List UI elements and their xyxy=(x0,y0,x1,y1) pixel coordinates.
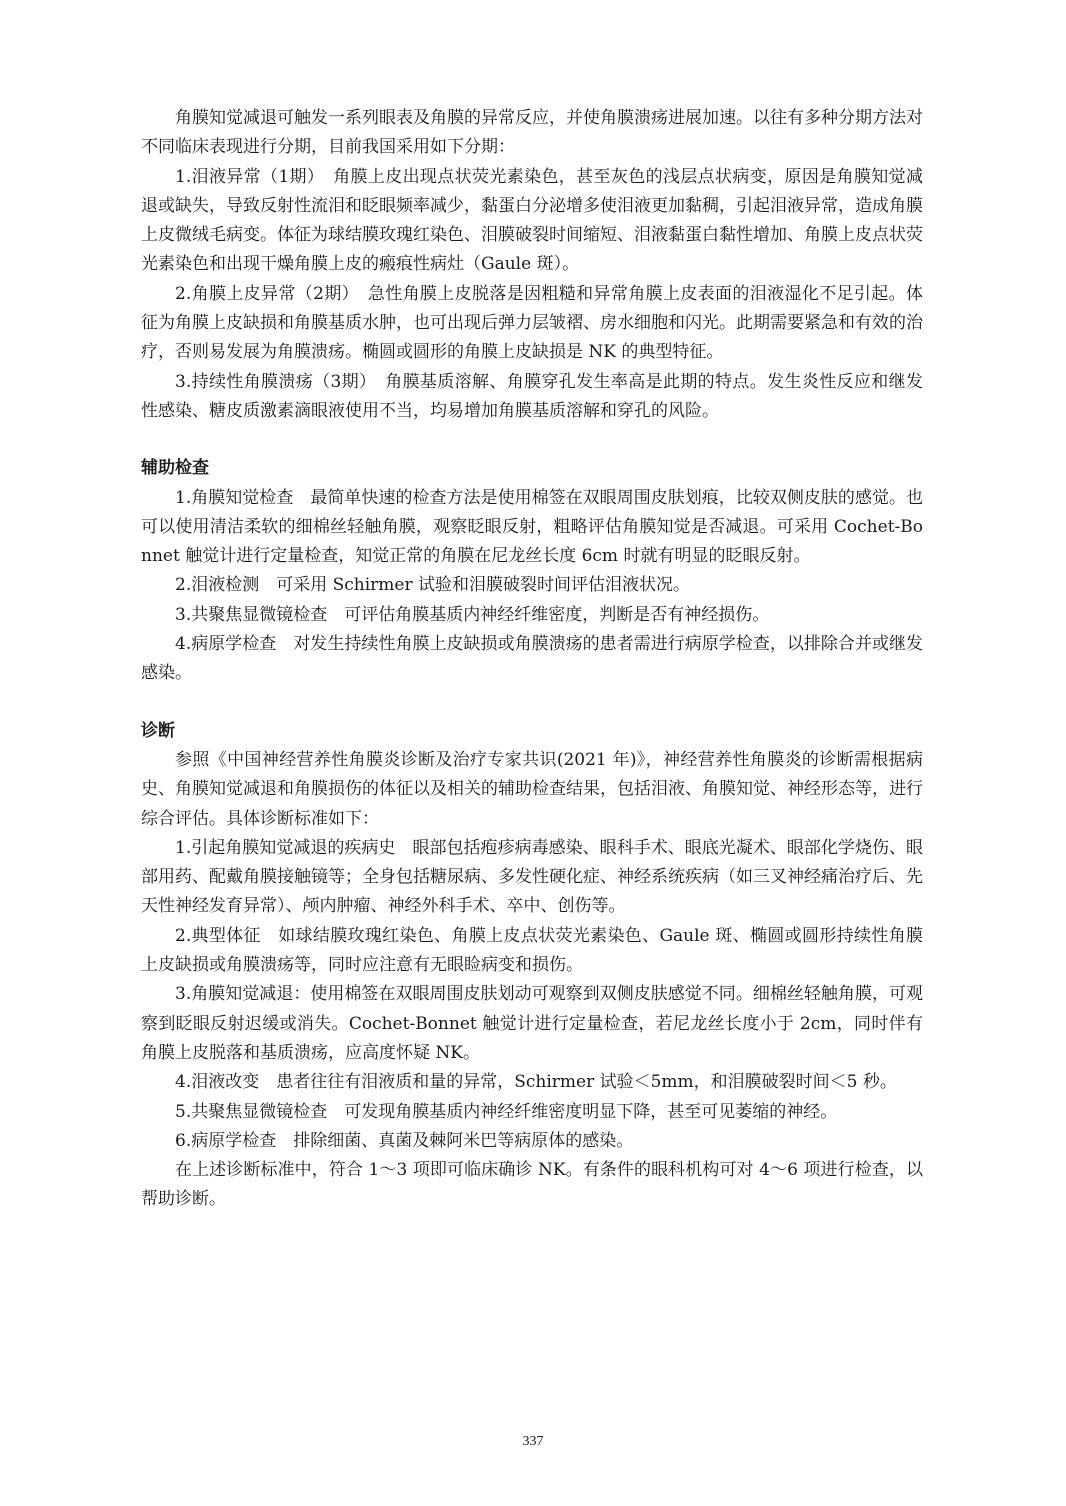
diagnosis-intro: 参照《中国神经营养性角膜炎诊断及治疗专家共识(2021 年)》，神经营养性角膜炎的诊断需根据病史、角膜知觉减退和角膜损伤的体征以及相关的辅助检查结果，包括泪液、角膜知觉、神经形态等，进行综合评估。具体诊断标准如下： xyxy=(141,749,923,829)
auxiliary-item-3: 3.共聚焦显微镜检查 可评估角膜基质内神经纤维密度，判断是否有神经损伤。 xyxy=(175,604,770,625)
diagnosis-item-5: 5.共聚焦显微镜检查 可发现角膜基质内神经纤维密度明显下降，甚至可见萎缩的神经。 xyxy=(175,1101,838,1122)
stage-1-paragraph: 1.泪液异常（1期） 角膜上皮出现点状荧光素染色，甚至灰色的浅层点状病变，原因是角膜知觉减退或缺失，导致反射性流泪和眨眼频率减少，黏蛋白分泌增多使泪液更加黏稠，引起泪液异常，造成角膜上皮微绒毛病变。体征为球结膜玫瑰红染色、泪膜破裂时间缩短、泪液黏蛋白黏性增加、角膜上皮点状荧光素染色和出现干燥角膜上皮的瘢痕性病灶（Gaule 斑）。 xyxy=(141,166,923,275)
diagnosis-item-2: 2.典型体征 如球结膜玫瑰红染色、角膜上皮点状荧光素染色、Gaule 斑、椭圆或圆形持续性角膜上皮缺损或角膜溃疡等，同时应注意有无眼睑病变和损伤。 xyxy=(141,925,923,976)
page-body xyxy=(141,104,923,1215)
section-spacer xyxy=(141,689,923,717)
diagnosis-heading: 诊断 xyxy=(141,720,175,741)
auxiliary-item-2: 2.泪液检测 可采用 Schirmer 试验和泪膜破裂时间评估泪液状况。 xyxy=(175,575,691,596)
stage-2-paragraph: 2.角膜上皮异常（2期） 急性角膜上皮脱落是因粗糙和异常角膜上皮表面的泪液湿化不足引起。体征为角膜上皮缺损和角膜基质水肿，也可出现后弹力层皱褶、房水细胞和闪光。此期需要紧急和有效的治疗，否则易发展为角膜溃疡。椭圆或圆形的角膜上皮缺损是 NK 的典型特征。 xyxy=(141,283,923,363)
auxiliary-item-4: 4.病原学检查 对发生持续性角膜上皮缺损或角膜溃疡的患者需进行病原学检查，以排除合并或继发感染。 xyxy=(141,634,923,684)
diagnosis-item-3: 3.角膜知觉减退：使用棉签在双眼周围皮肤划动可观察到双侧皮肤感觉不同。细棉丝轻触角膜，可观察到眨眼反射迟缓或消失。Cochet-Bonnet 触觉计进行定量检查，若尼龙丝长度小于 2cm，同时伴有角膜上皮脱落和基质溃疡，应高度怀疑 NK。 xyxy=(141,984,923,1063)
auxiliary-item-1: 1.角膜知觉检查 最简单快速的检查方法是使用棉签在双眼周围皮肤划痕，比较双侧皮肤的感觉。也可以使用清洁柔软的细棉丝轻触角膜，观察眨眼反射，粗略评估角膜知觉是否减退。可采用 Cochet-Bonnet 触觉计进行定量检查，知觉正常的角膜在尼龙丝长度 6cm 时就有明显的眨眼反射。 xyxy=(141,487,923,567)
section-spacer xyxy=(141,426,923,454)
intro-paragraph: 角膜知觉减退可触发一系列眼表及角膜的异常反应，并使角膜溃疡进展加速。以往有多种分期方法对不同临床表现进行分期，目前我国采用如下分期： xyxy=(141,108,923,158)
diagnosis-item-4: 4.泪液改变 患者往往有泪液质和量的异常，Schirmer 试验＜5mm，和泪膜破裂时间＜5 秒。 xyxy=(175,1072,897,1093)
diagnosis-conclusion: 在上述诊断标准中，符合 1～3 项即可临床确诊 NK。有条件的眼科机构可对 4～6 项进行检查，以帮助诊断。 xyxy=(141,1160,923,1210)
diagnosis-item-1: 1.引起角膜知觉减退的疾病史 眼部包括疱疹病毒感染、眼科手术、眼底光凝术、眼部化学烧伤、眼部用药、配戴角膜接触镜等；全身包括糖尿病、多发性硬化症、神经系统疾病（如三叉神经痛治疗后、先天性神经发育异常）、颅内肿瘤、神经外科手术、卒中、创伤等。 xyxy=(141,837,923,917)
diagnosis-item-6: 6.病原学检查 排除细菌、真菌及棘阿米巴等病原体的感染。 xyxy=(175,1130,634,1151)
stage-3-paragraph: 3.持续性角膜溃疡（3期） 角膜基质溶解、角膜穿孔发生率高是此期的特点。发生炎性反应和继发性感染、糖皮质激素滴眼液使用不当，均易增加角膜基质溶解和穿孔的风险。 xyxy=(141,371,923,421)
auxiliary-heading: 辅助检查 xyxy=(141,458,209,479)
page-number: 337 xyxy=(522,1434,544,1449)
